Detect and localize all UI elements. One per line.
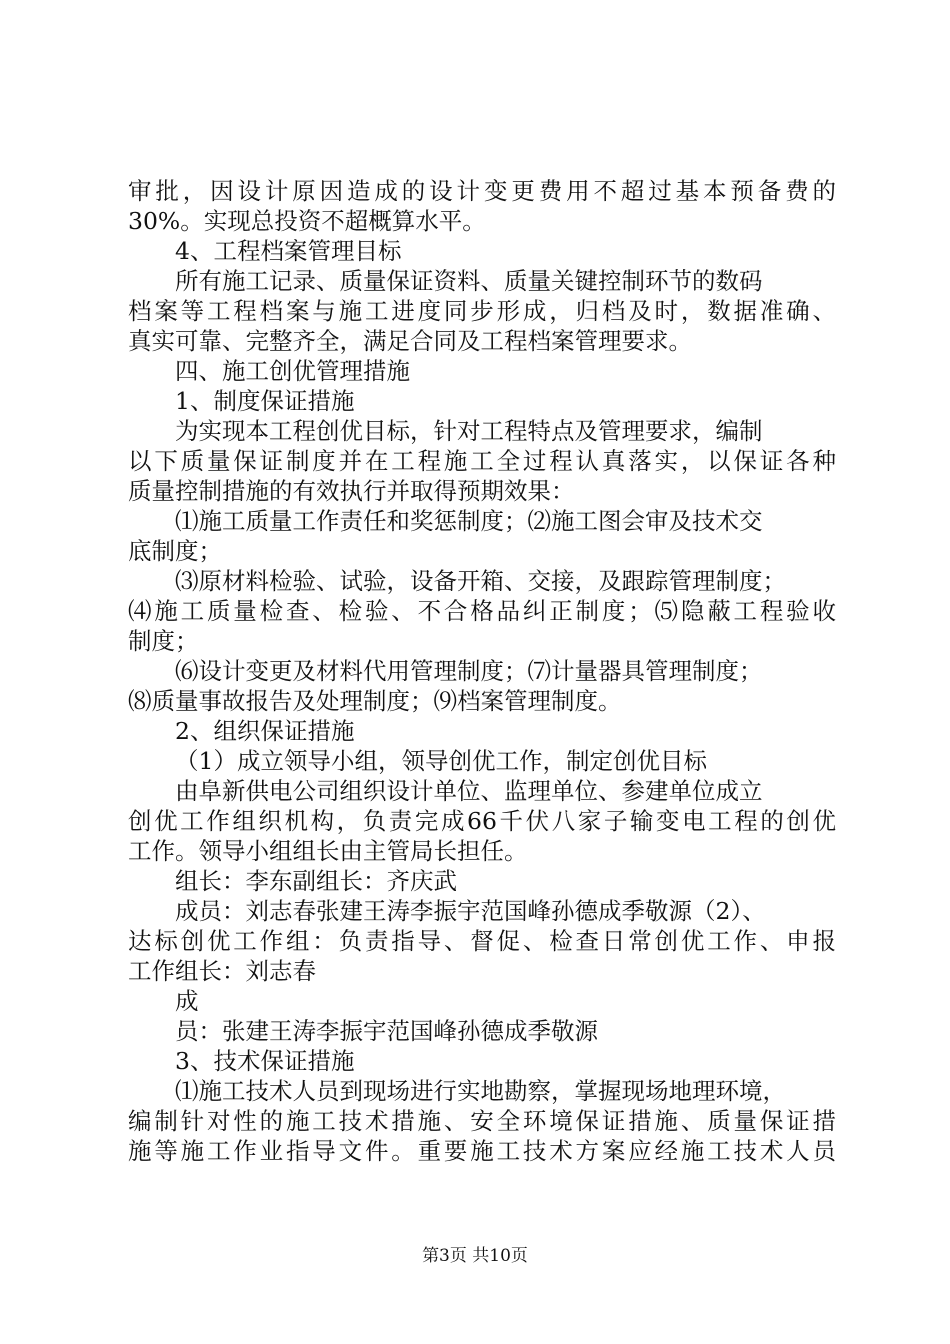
subsection-heading: （1）成立领导小组，领导创优工作，制定创优目标	[175, 747, 707, 775]
page-footer: 第3页 共10页	[422, 1246, 528, 1266]
text-line: ⑴施工技术人员到现场进行实地勘察，掌握现场地理环境，	[175, 1077, 786, 1105]
text-line: 成	[175, 987, 199, 1015]
text-line: 编制针对性的施工技术措施、安全环境保证措施、质量保证措	[128, 1107, 836, 1135]
text-line: 底制度；	[128, 537, 222, 565]
document-body	[128, 176, 836, 1166]
text-line: 员：张建王涛李振宇范国峰孙德成季敬源	[175, 1017, 598, 1045]
text-line: 所有施工记录、质量保证资料、质量关键控制环节的数码	[175, 267, 763, 295]
text-line: 真实可靠、完整齐全，满足合同及工程档案管理要求。	[128, 327, 692, 355]
section-heading: 2、组织保证措施	[175, 717, 355, 745]
text-line: ⑻质量事故报告及处理制度；⑼档案管理制度。	[128, 687, 622, 715]
text-line: 工作。领导小组组长由主管局长担任。	[128, 837, 528, 865]
text-line: 创优工作组织机构，负责完成66千伏八家子输变电工程的创优	[128, 807, 836, 835]
text-line: 组长：李东副组长：齐庆武	[175, 867, 457, 895]
text-line: 档案等工程档案与施工进度同步形成，归档及时，数据准确、	[128, 297, 836, 325]
text-line: 为实现本工程创优目标，针对工程特点及管理要求，编制	[175, 417, 763, 445]
text-line: 施等施工作业指导文件。重要施工技术方案应经施工技术人员	[128, 1137, 836, 1165]
text-line: ⑴施工质量工作责任和奖惩制度；⑵施工图会审及技术交	[175, 507, 763, 535]
text-line: 由阜新供电公司组织设计单位、监理单位、参建单位成立	[175, 777, 763, 805]
section-heading: 3、技术保证措施	[175, 1047, 355, 1075]
section-heading: 1、制度保证措施	[175, 387, 355, 415]
text-line: 成员：刘志春张建王涛李振宇范国峰孙德成季敬源（2）、	[175, 897, 766, 925]
text-line: 质量控制措施的有效执行并取得预期效果：	[128, 477, 575, 505]
text-line: 以下质量保证制度并在工程施工全过程认真落实，以保证各种	[128, 447, 836, 475]
text-line: ⑷施工质量检查、检验、不合格品纠正制度；⑸隐蔽工程验收	[128, 597, 836, 625]
text-line: ⑶原材料检验、试验，设备开箱、交接，及跟踪管理制度；	[175, 567, 786, 595]
section-heading: 4、工程档案管理目标	[175, 237, 402, 265]
text-line: 审批，因设计原因造成的设计变更费用不超过基本预备费的	[128, 177, 836, 205]
text-line: 工作组长：刘志春	[128, 957, 316, 985]
text-line: 达标创优工作组：负责指导、督促、检查日常创优工作、申报	[128, 927, 836, 955]
text-line: ⑹设计变更及材料代用管理制度；⑺计量器具管理制度；	[175, 657, 763, 685]
text-line: 30%。实现总投资不超概算水平。	[128, 207, 486, 235]
section-heading: 四、施工创优管理措施	[175, 357, 410, 385]
text-line: 制度；	[128, 627, 199, 655]
